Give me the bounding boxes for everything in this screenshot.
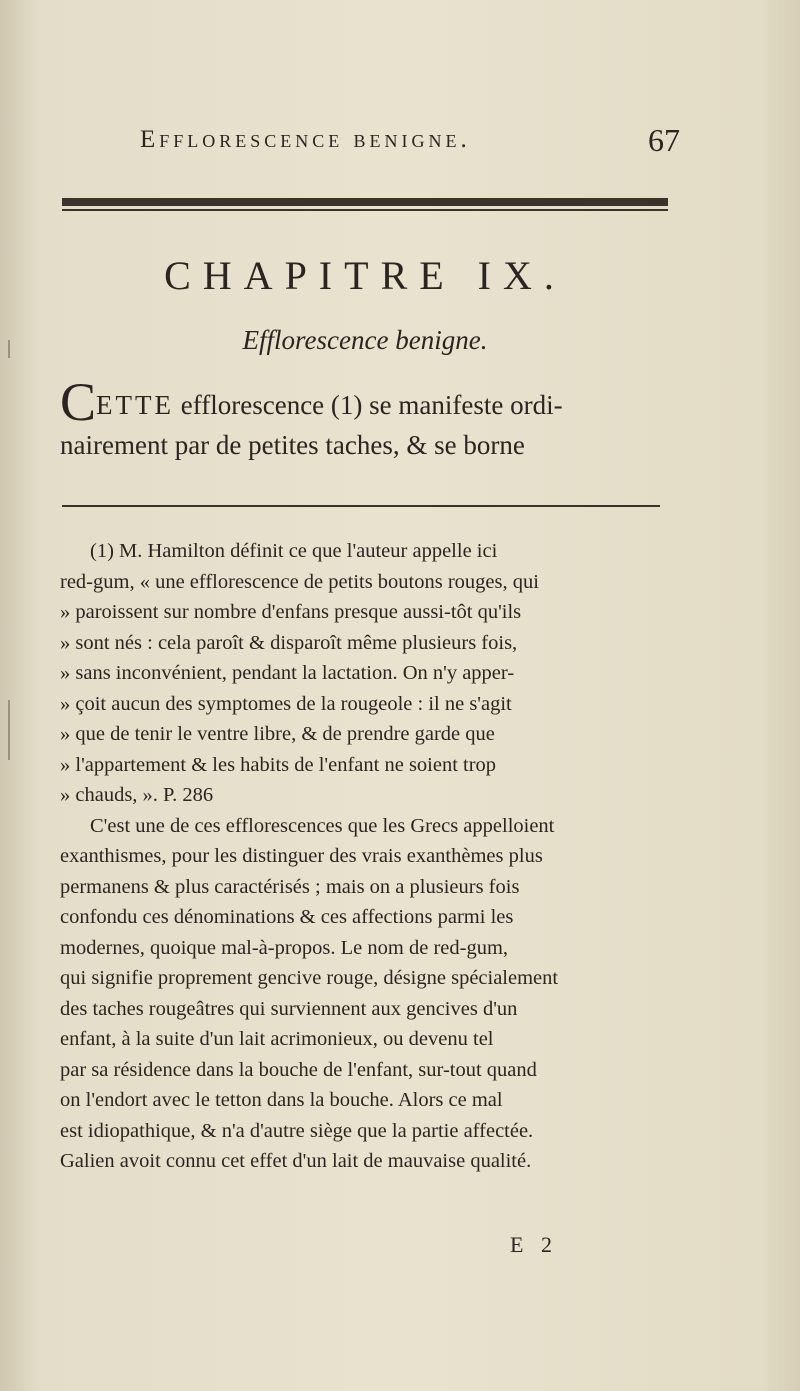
note-line: on l'endort avec le tetton dans la bouche. Alors ce mal (60, 1089, 503, 1111)
margin-mark (8, 700, 10, 760)
body-line-2: nairement par de petites taches, & se borne (60, 430, 525, 460)
note-line: red-gum, « une efflorescence de petits boutons rouges, qui (60, 570, 539, 593)
note-line: permanens & plus caractérisés ; mais on a plusieurs fois (60, 875, 520, 898)
page-number: 67 (648, 122, 680, 158)
note-line: confondu ces dénominations & ces affections parmi les (60, 906, 514, 928)
note-line: » sont nés : cela paroît & disparoît même plusieurs fois, (60, 631, 518, 654)
note-line: des taches rougeâtres qui surviennent aux gencives d'un (60, 997, 518, 1020)
running-title: Efflorescence benigne. (140, 126, 471, 153)
body-text (60, 372, 668, 466)
body-line (60, 372, 668, 432)
margin-mark (8, 340, 10, 358)
header-rule (62, 198, 668, 212)
note-line: par sa résidence dans la bouche de l'enfant, sur-tout quand (60, 1058, 537, 1081)
chapter-title: CHAPITRE IX. (164, 253, 566, 298)
signature-mark: E 2 (510, 1232, 558, 1257)
note-line: C'est une de ces efflorescences que les Grecs appelloient (90, 814, 555, 837)
note-line: (1) M. Hamilton définit ce que l'auteur appelle ici (90, 540, 498, 562)
note-line: enfant, à la suite d'un lait acrimonieux, ou devenu tel (60, 1028, 494, 1050)
chapter-subtitle: Efflorescence benigne. (242, 325, 488, 355)
note-line: » chauds, ». P. 286 (60, 784, 214, 806)
note-line: » que de tenir le ventre libre, & de prendre garde que (60, 723, 495, 745)
footnotes (60, 536, 670, 1177)
note-line: » çoit aucun des symptomes de la rougeole : il ne s'agit (60, 692, 512, 715)
note-line: qui signifie proprement gencive rouge, désigne spécialement (60, 967, 559, 989)
note-line: » sans inconvénient, pendant la lactation. On n'y apper- (60, 662, 515, 684)
note-line: Galien avoit connu cet effet d'un lait de mauvaise qualité. (60, 1150, 532, 1172)
first-word-rest: ETTE (96, 390, 175, 420)
drop-cap: C (60, 372, 97, 432)
body-line-1-rest: efflorescence (1) se manifeste ordi- (180, 390, 563, 420)
note-line: modernes, quoique mal-à-propos. Le nom de red-gum, (60, 936, 509, 959)
note-line: » l'appartement & les habits de l'enfant ne soient trop (60, 753, 497, 776)
note-line: » paroissent sur nombre d'enfans presque aussi-tôt qu'ils (60, 601, 522, 623)
running-head (140, 122, 680, 162)
footnote-rule (62, 505, 660, 507)
note-line: est idiopathique, & n'a d'autre siège que la partie affectée. (60, 1119, 534, 1142)
note-line: exanthismes, pour les distinguer des vrais exanthèmes plus (60, 845, 543, 867)
